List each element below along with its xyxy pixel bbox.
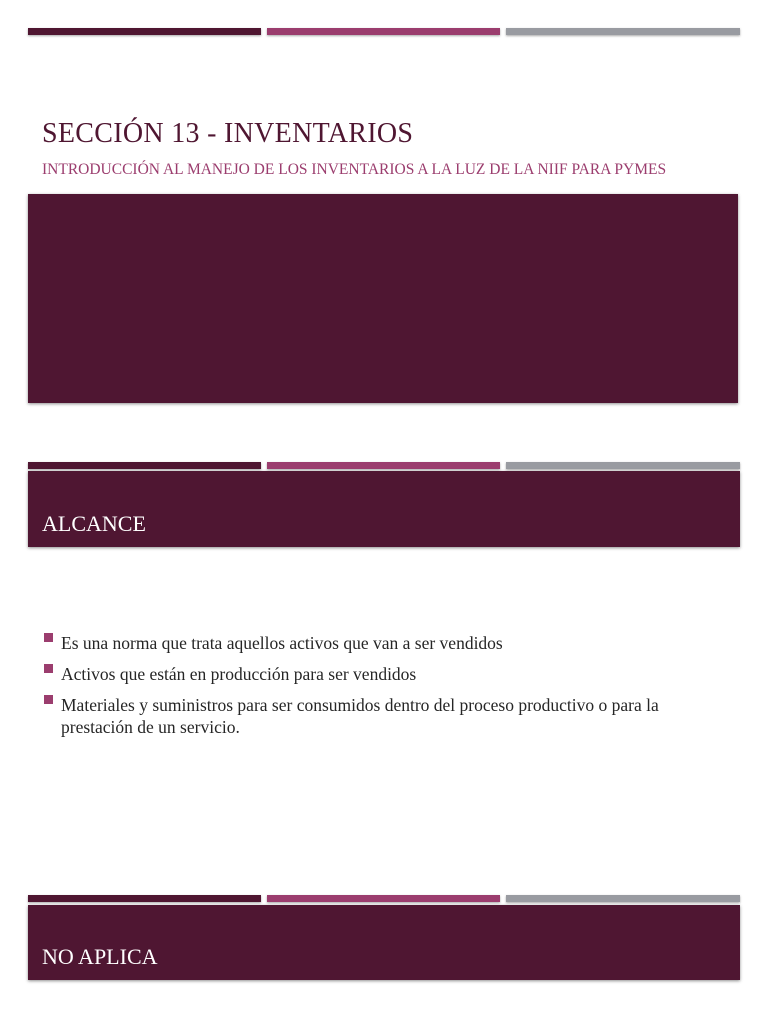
list-item: [44, 663, 734, 685]
bullet-text: Materiales y suministros para ser consumidos dentro del proceso productivo o para la prestación de un servicio.: [61, 695, 659, 737]
accent-bar-dark: [28, 895, 261, 902]
slide2-heading: ALCANCE: [42, 511, 146, 536]
accent-bar-magenta: [267, 895, 500, 902]
slide1-content-block: [28, 194, 738, 403]
bullet-square-icon: [44, 633, 53, 642]
list-item: [44, 694, 734, 738]
slide1-subtitle: INTRODUCCIÓN AL MANEJO DE LOS INVENTARIOS A LA LUZ DE LA NIIF PARA PYMES: [42, 161, 667, 178]
accent-bar-gray: [506, 462, 740, 469]
slide1-accent-bars: [28, 28, 740, 35]
slide1-title: SECCIÓN 13 - INVENTARIOS: [42, 118, 414, 149]
slide3-accent-bars: [28, 895, 740, 902]
accent-bar-dark: [28, 28, 261, 35]
accent-bar-gray: [506, 28, 740, 35]
slide2-heading-banner: [28, 471, 740, 547]
slide2-accent-bars: [28, 462, 740, 469]
bullet-text: Activos que están en producción para ser vendidos: [61, 664, 417, 684]
accent-bar-magenta: [267, 28, 500, 35]
list-item: [44, 632, 734, 654]
slide3-heading: NO APLICA: [42, 944, 158, 969]
bullet-square-icon: [44, 695, 53, 704]
slide2-bullet-list: [44, 632, 734, 747]
bullet-text: Es una norma que trata aquellos activos que van a ser vendidos: [61, 633, 503, 653]
bullet-square-icon: [44, 664, 53, 673]
accent-bar-dark: [28, 462, 261, 469]
slide3-heading-banner: [28, 905, 740, 980]
accent-bar-magenta: [267, 462, 500, 469]
accent-bar-gray: [506, 895, 740, 902]
